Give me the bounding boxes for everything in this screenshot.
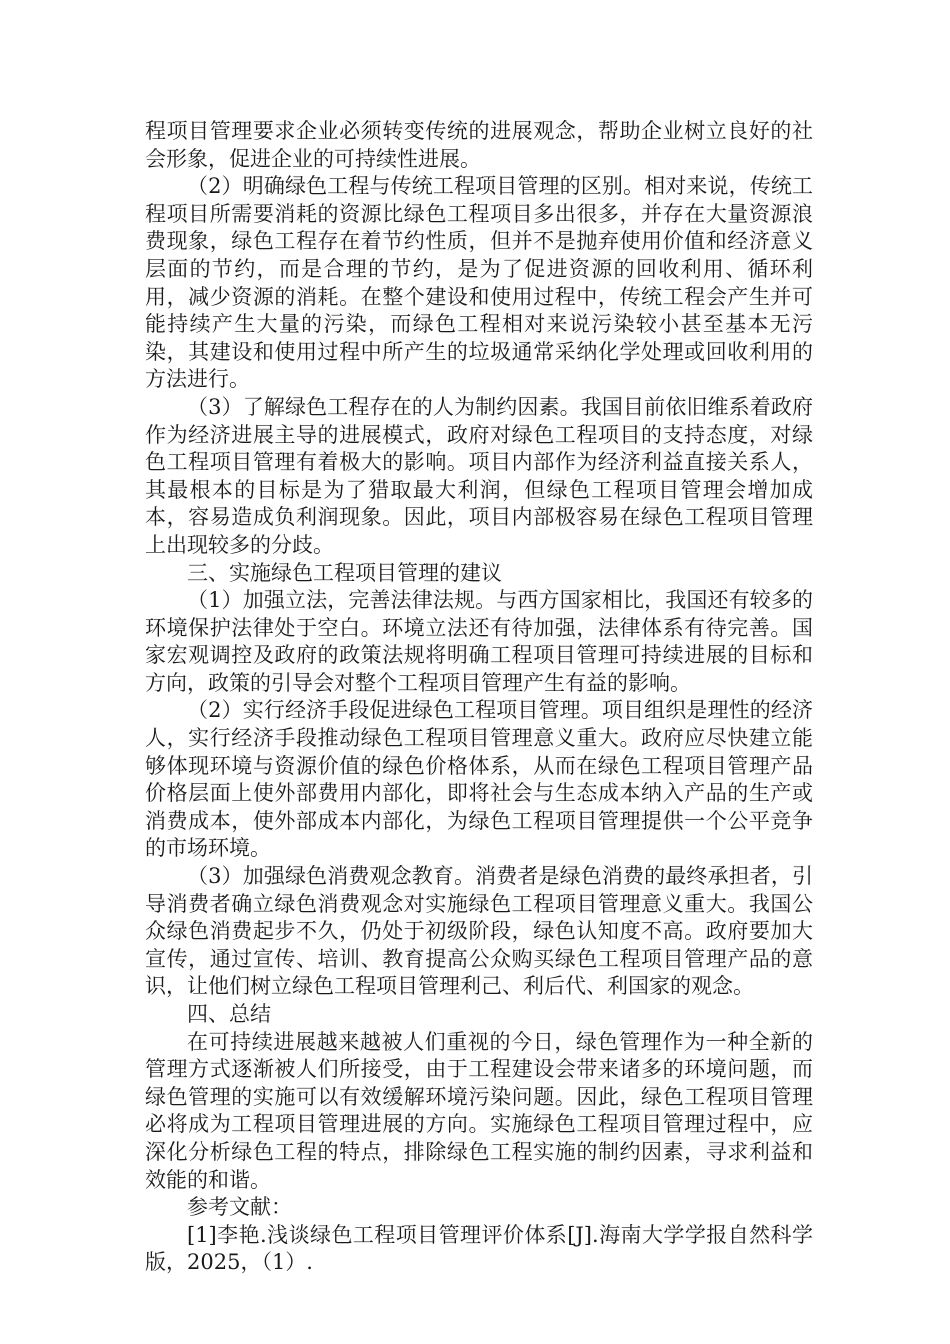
- paragraph-point-2-distinction: （2）明确绿色工程与传统工程项目管理的区别。相对来说，传统工程项目所需要消耗的资源比绿色工程项目多出很多，并存在大量资源浪费现象，绿色工程存在着节约性质，但并不是抛弃使用价值和经济意义层面的节约，而是合理的节约，是为了促进资源的回收利用、循环利用，减少资源的消耗。在整个建设和使用过程中，传统工程会产生并可能持续产生大量的污染，而绿色工程相对来说污染较小甚至基本无污染，其建设和使用过程中所产生的垃圾通常采纳化学处理或回收利用的方法进行。: [145, 174, 813, 392]
- section-heading-summary: 四、总结: [187, 1002, 271, 1026]
- paragraph-suggestion-1-legislation: （1）加强立法，完善法律法规。与西方国家相比，我国还有较多的环境保护法律处于空白。环境立法还有待加强，法律体系有待完善。国家宏观调控及政府的政策法规将明确工程项目管理可持续进展的目标和方向，政策的引导会对整个工程项目管理产生有益的影响。: [145, 588, 813, 695]
- references-heading: 参考文献：: [187, 1195, 292, 1220]
- paragraph-suggestion-2-economic: （2）实行经济手段促进绿色工程项目管理。项目组织是理性的经济人，实行经济手段推动绿色工程项目管理意义重大。政府应尽快建立能够体现环境与资源价值的绿色价格体系，从而在绿色工程项目管理产品价格层面上使外部费用内部化，即将社会与生态成本纳入产品的生产或消费成本，使外部成本内部化，为绿色工程项目管理提供一个公平竞争的市场环境。: [145, 698, 813, 861]
- paragraph-point-3-constraints: （3）了解绿色工程存在的人为制约因素。我国目前依旧维系着政府作为经济进展主导的进展模式，政府对绿色工程项目的支持态度，对绿色工程项目管理有着极大的影响。项目内部作为经济利益直接关系人，其最根本的目标是为了猎取最大利润，但绿色工程项目管理会增加成本，容易造成负利润现象。因此，项目内部极容易在绿色工程项目管理上出现较多的分歧。: [145, 394, 813, 557]
- reference-item-1: [1]李艳.浅谈绿色工程项目管理评价体系[J].海南大学学报自然科学版，2025，（1）.: [145, 1222, 813, 1275]
- document-page: [145, 118, 813, 1277]
- section-heading-suggestions: 三、实施绿色工程项目管理的建议: [187, 560, 502, 585]
- paragraph-suggestion-3-education: （3）加强绿色消费观念教育。消费者是绿色消费的最终承担者，引导消费者确立绿色消费观念对实施绿色工程项目管理意义重大。我国公众绿色消费起步不久，仍处于初级阶段，绿色认知度不高。政府要加大宣传，通过宣传、培训、教育提高公众购买绿色工程项目管理产品的意识，让他们树立绿色工程项目管理利己、利后代、利国家的观念。: [145, 864, 813, 999]
- paragraph-continuation: 程项目管理要求企业必须转变传统的进展观念，帮助企业树立良好的社会形象，促进企业的可持续性进展。: [145, 119, 813, 171]
- paragraph-summary: 在可持续进展越来越被人们重视的今日，绿色管理作为一种全新的管理方式逐渐被人们所接受，由于工程建设会带来诸多的环境问题，而绿色管理的实施可以有效缓解环境污染问题。因此，绿色工程项目管理必将成为工程项目管理进展的方向。实施绿色工程项目管理过程中，应深化分析绿色工程的特点，排除绿色工程实施的制约因素，寻求利益和效能的和谐。: [145, 1029, 813, 1192]
